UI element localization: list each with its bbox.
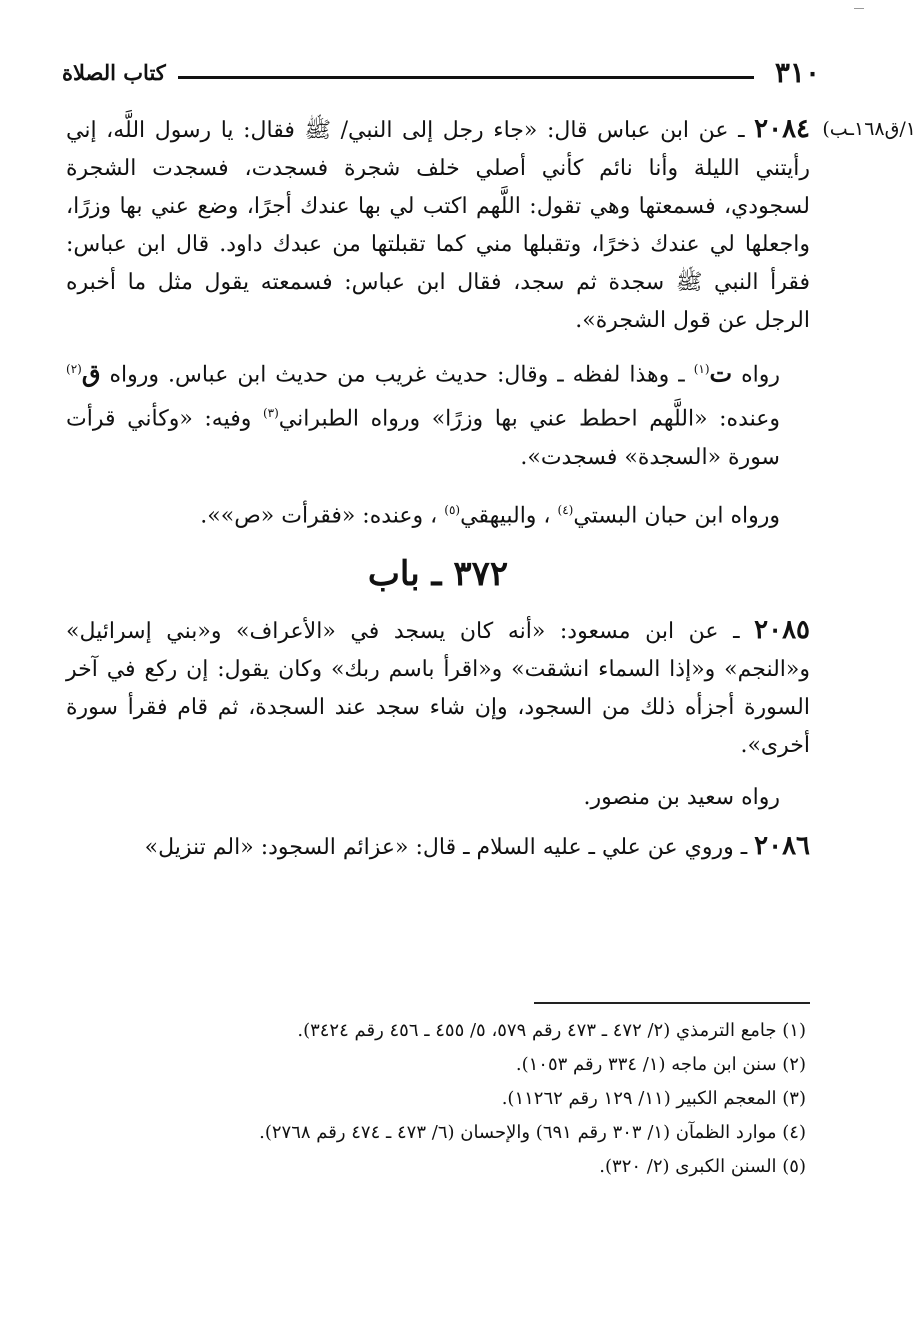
takhrij-paragraph (66, 491, 810, 535)
takhrij-text: ورواه (109, 362, 159, 388)
hadith-2084 (66, 110, 810, 340)
hadith-2086 (66, 827, 810, 867)
chapter-heading: ٣٧٢ ـ باب (367, 553, 509, 594)
footnote-5: (٥) السنن الكبرى (٢/ ٣٢٠). (599, 1156, 806, 1177)
footnote-1: (١) جامع الترمذي (٢/ ٤٧٢ ـ ٤٧٣ رقم ٥٧٩، ٥/ ٤٥٥ ـ ٤٥٦ رقم ٣٤٢٤). (297, 1020, 806, 1041)
footnote-ref: (١) (693, 362, 710, 376)
takhrij-text: رواه (741, 362, 781, 388)
header-rule (178, 76, 754, 79)
source-symbol: ت (709, 358, 733, 388)
hadith-2085 (66, 611, 810, 765)
hadith-number: ٢٠٨٤ (754, 114, 810, 144)
footnote-3: (٣) المعجم الكبير (١١/ ١٢٩ رقم ١١٢٦٢). (501, 1088, 806, 1109)
hadith-text: ـ عن ابن مسعود: «أنه كان يسجد في «الأعراف» و«بني إسرائيل» و«النجم» و«إذا السماء انشقت» و«اقرأ باسم ربك» وكان يقول: إن ركع في آخر السورة أجزأه ذلك من السجود، وإن شاء سجد عند السجدة، ثم قام فقرأ سورة أخرى». (66, 618, 810, 758)
page-header (62, 56, 820, 94)
footnotes (66, 1002, 810, 1184)
page-corner-mark (854, 8, 864, 15)
takhrij-text: وفيه: «وكأني قرأت سورة «السجدة» فسجدت». (66, 406, 780, 470)
main-text (66, 110, 810, 867)
hadith-number: ٢٠٨٦ (754, 830, 810, 861)
takhrij-text: ، وعنده: «فقرأت «ص»». (200, 502, 438, 528)
hadith-number: ٢٠٨٥ (754, 614, 810, 645)
footnote-ref: (٥) (444, 502, 461, 517)
source-symbol: ق (81, 358, 101, 388)
footnote-2: (٢) سنن ابن ماجه (١/ ٣٣٤ رقم ١٠٥٣). (515, 1054, 806, 1075)
takhrij-text: وعنده: «اللَّهم احطط عني بها وزرًا» ورواه الطبراني (278, 406, 781, 432)
running-title: كتاب الصلاة (62, 60, 166, 85)
takhrij-paragraph: رواه سعيد بن منصور. (583, 784, 780, 810)
takhrij-text: ـ وهذا لفظه ـ وقال: حديث غريب من حديث ابن عباس. (168, 362, 685, 388)
hadith-text: ـ وروي عن علي ـ عليه السلام ـ قال: «عزائم السجود: «الم تنزيل» (144, 834, 748, 860)
footnote-4: (٤) موارد الظمآن (١/ ٣٠٣ رقم ٦٩١) والإحسان (٦/ ٤٧٣ ـ ٤٧٤ رقم ٢٧٦٨). (259, 1122, 806, 1143)
takhrij-paragraph (66, 350, 810, 477)
footnote-ref: (٢) (66, 362, 82, 376)
page-number: ٣١٠ (774, 56, 820, 89)
footnote-rule (534, 1002, 810, 1004)
footnote-ref: (٣) (262, 406, 279, 421)
takhrij-text: ، والبيهقي (460, 502, 551, 528)
takhrij-text: ورواه ابن حبان البستي (573, 502, 780, 528)
hadith-text: ـ عن ابن عباس قال: «جاء رجل إلى النبي/ ﷺ فقال: يا رسول اللَّه، إني رأيتني الليلة وأنا نائم كأني أصلي خلف شجرة فسجدت، فسجدت الشجرة لسجودي، فسمعتها وهي تقول: اللَّهم اكتب لي بها عندك أجرًا، وضع عني بها وزرًا، واجعلها لي عندك ذخرًا، وتقبلها مني كما تقبلتها من عبدك داود. قال ابن عباس: فقرأ النبي ﷺ سجدة ثم سجد، فقال ابن عباس: فسمعته يقول مثل ما أخبره الرجل عن قول الشجرة». (66, 118, 811, 333)
manuscript-margin-note: ١/ق١٦٨ـب) (822, 118, 916, 140)
footnote-ref: (٤) (557, 502, 574, 517)
